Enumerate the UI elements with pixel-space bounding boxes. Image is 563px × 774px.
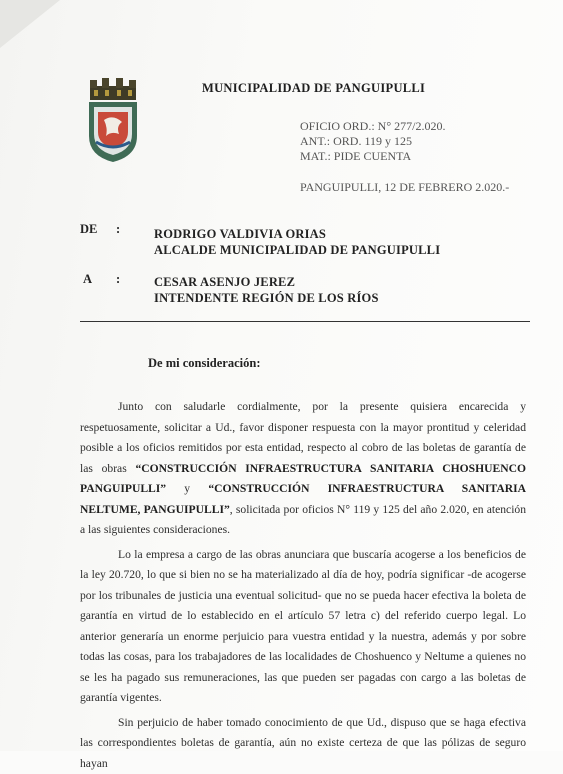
from-colon: : (116, 222, 120, 237)
work-title-choshuenco: “CONSTRUCCIÓN INFRAESTRUCTURA SANITARIA CHOSHUENCO PANGUIPULLI” (80, 462, 526, 496)
paragraph-2: Lo la empresa a cargo de las obras anunciara que buscaría acogerse a los beneficios de la ley 20.720, lo que si bien no se ha materializado al día de hoy, podría significar -de acogerse por los tribunales de justicia una eventual solicitud- que no se pueda hacer efectiva la boleta de garantía en virtud de lo establecido en el artículo 57 letra c) del referido cuerpo legal. Lo anterior generaría un enorme perjuicio para vuestra entidad y la nuestra, además y por sobre todas las cosas, para los trabajadores de las localidades de Choshuenco y Neltume a quienes no se les ha pagado sus remuneraciones, las que pueden ser pagadas con cargo a las boletas de garantía vigentes. (80, 545, 526, 709)
place-and-date: PANGUIPULLI, 12 DE FEBRERO 2.020.- (300, 180, 509, 195)
institution-name: MUNICIPALIDAD DE PANGUIPULLI (202, 81, 425, 96)
sender-title: ALCALDE MUNICIPALIDAD DE PANGUIPULLI (154, 243, 440, 258)
folded-corner (0, 0, 60, 48)
paragraph-3: Sin perjuicio de haber tomado conocimiento de que Ud., dispuso que se haga efectiva las correspondientes boletas de garantía, aún no existe certeza de que las pólizas de seguro hayan (80, 713, 526, 774)
to-colon: : (116, 272, 120, 287)
recipient-title: INTENDENTE REGIÓN DE LOS RÍOS (154, 291, 379, 306)
letter-body (80, 397, 526, 774)
recipient-name: CESAR ASENJO JEREZ (154, 275, 295, 290)
paragraph-1: Junto con saludarle cordialmente, por la presente quisiera encarecida y respetuosamente, solicitar a Ud., favor disponer respuesta con la mayor prontitud y celeridad posible a los oficios remitidos por esta entidad, respecto al cobro de las boletas de garantía de las obras “CONSTRUCCIÓN INFRAESTRUCTURA SANITARIA CHOSHUENCO PANGUIPULLI” y “CONSTRUCCIÓN INFRAESTRUCTURA SANITARIA NELTUME, PANGUIPULLI”, solicitada por oficios N° 119 y 125 del año 2.020, en atención a las siguientes consideraciones. (80, 397, 526, 541)
municipal-coat-of-arms-icon (86, 76, 140, 162)
header-divider (80, 321, 530, 322)
work-title-neltume: “CONSTRUCCIÓN INFRAESTRUCTURA SANITARIA NELTUME, PANGUIPULLI” (80, 482, 526, 516)
antecedent-reference: ANT.: ORD. 119 y 125 (300, 134, 412, 149)
sender-name: RODRIGO VALDIVIA ORIAS (154, 227, 326, 242)
from-label: DE (80, 222, 97, 237)
to-label: A (83, 272, 92, 287)
oficio-number: OFICIO ORD.: N° 277/2.020. (300, 119, 445, 134)
subject-matter: MAT.: PIDE CUENTA (300, 149, 411, 164)
greeting: De mi consideración: (148, 356, 260, 371)
